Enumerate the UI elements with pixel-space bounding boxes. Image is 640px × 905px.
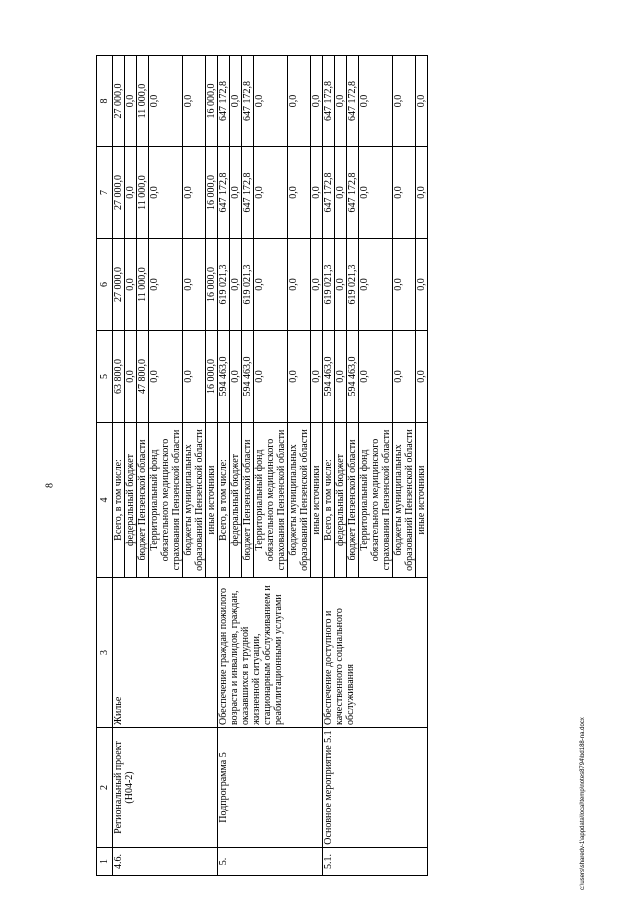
funding-source: иные источники <box>206 423 218 578</box>
program-title: Обеспечение граждан пожилого возраста и инвалидов, граждан, оказавшихся в трудной жизненной ситуации, стационарным обслуживанием и реабилитационными услугами <box>218 578 323 728</box>
funding-source: Всего, в том числе: <box>113 423 125 578</box>
amount-cell: 647 172,8 <box>242 147 254 239</box>
amount-cell: 0,0 <box>288 331 311 423</box>
funding-source: Территориальный фонд обязательного медицинского страхования Пензенской области <box>149 423 183 578</box>
amount-cell: 0,0 <box>288 239 311 331</box>
amount-cell: 0,0 <box>149 147 183 239</box>
amount-cell: 0,0 <box>311 331 323 423</box>
amount-cell: 0,0 <box>149 331 183 423</box>
funding-source: федеральный бюджет <box>125 423 137 578</box>
rotated-table-wrapper <box>96 56 616 876</box>
table-row <box>323 56 335 876</box>
amount-cell: 619 021,3 <box>218 239 230 331</box>
column-number: 5 <box>97 331 113 423</box>
amount-cell: 0,0 <box>288 147 311 239</box>
funding-source: иные источники <box>416 423 428 578</box>
amount-cell: 0,0 <box>230 239 242 331</box>
amount-cell: 0,0 <box>416 331 428 423</box>
amount-cell: 647 172,8 <box>218 147 230 239</box>
amount-cell: 0,0 <box>230 56 242 147</box>
funding-source: бюджеты муниципальных образований Пензенской области <box>183 423 206 578</box>
amount-cell: 27 000,0 <box>113 147 125 239</box>
amount-cell: 0,0 <box>254 239 288 331</box>
amount-cell: 0,0 <box>359 56 393 147</box>
amount-cell: 16 000,0 <box>206 56 218 147</box>
amount-cell: 647 172,8 <box>347 56 359 147</box>
funding-source: федеральный бюджет <box>230 423 242 578</box>
amount-cell: 0,0 <box>359 147 393 239</box>
amount-cell: 0,0 <box>125 147 137 239</box>
program-title: Жилье <box>113 578 218 728</box>
amount-cell: 0,0 <box>254 56 288 147</box>
amount-cell: 594 463,0 <box>242 331 254 423</box>
amount-cell: 0,0 <box>125 56 137 147</box>
amount-cell: 0,0 <box>359 331 393 423</box>
amount-cell: 647 172,8 <box>347 147 359 239</box>
amount-cell: 16 000,0 <box>206 331 218 423</box>
column-number-row <box>97 56 113 876</box>
amount-cell: 619 021,3 <box>347 239 359 331</box>
column-number: 4 <box>97 423 113 578</box>
column-number: 8 <box>97 56 113 147</box>
amount-cell: 0,0 <box>183 147 206 239</box>
amount-cell: 0,0 <box>311 239 323 331</box>
funding-source: Всего, в том числе: <box>218 423 230 578</box>
budget-table <box>96 55 428 876</box>
amount-cell: 0,0 <box>311 147 323 239</box>
amount-cell: 11 000,0 <box>137 239 149 331</box>
funding-source: иные источники <box>311 423 323 578</box>
funding-source: Всего, в том числе: <box>323 423 335 578</box>
row-number: 5.1. <box>323 848 428 876</box>
amount-cell: 647 172,8 <box>218 56 230 147</box>
funding-source: Территориальный фонд обязательного медицинского страхования Пензенской области <box>254 423 288 578</box>
amount-cell: 0,0 <box>416 147 428 239</box>
amount-cell: 594 463,0 <box>323 331 335 423</box>
amount-cell: 27 000,0 <box>113 56 125 147</box>
amount-cell: 0,0 <box>230 331 242 423</box>
amount-cell: 619 021,3 <box>242 239 254 331</box>
amount-cell: 16 000,0 <box>206 147 218 239</box>
table-row <box>113 56 125 876</box>
amount-cell: 0,0 <box>335 239 347 331</box>
amount-cell: 594 463,0 <box>218 331 230 423</box>
amount-cell: 0,0 <box>183 239 206 331</box>
page-number: 8 <box>44 483 56 488</box>
amount-cell: 11 000,0 <box>137 147 149 239</box>
table-body <box>113 56 428 876</box>
footer-file-path: c:\users\sharedv-1\appdata\local\temp\notes8794\bd188-na.docx <box>580 717 586 890</box>
amount-cell: 0,0 <box>335 331 347 423</box>
amount-cell: 0,0 <box>335 56 347 147</box>
amount-cell: 0,0 <box>230 147 242 239</box>
program-name: Подпрограмма 5 <box>218 728 323 848</box>
amount-cell: 0,0 <box>125 331 137 423</box>
amount-cell: 0,0 <box>393 239 416 331</box>
amount-cell: 0,0 <box>149 56 183 147</box>
amount-cell: 63 800,0 <box>113 331 125 423</box>
row-number: 5. <box>218 848 323 876</box>
funding-source: бюджеты муниципальных образований Пензенской области <box>288 423 311 578</box>
amount-cell: 0,0 <box>254 331 288 423</box>
column-number: 2 <box>97 728 113 848</box>
funding-source: бюджеты муниципальных образований Пензенской области <box>393 423 416 578</box>
column-number: 1 <box>97 848 113 876</box>
amount-cell: 0,0 <box>183 331 206 423</box>
funding-source: федеральный бюджет <box>335 423 347 578</box>
amount-cell: 0,0 <box>311 56 323 147</box>
amount-cell: 647 172,8 <box>242 56 254 147</box>
row-number: 4.6. <box>113 848 218 876</box>
amount-cell: 0,0 <box>359 239 393 331</box>
amount-cell: 11 000,0 <box>137 56 149 147</box>
amount-cell: 647 172,8 <box>323 56 335 147</box>
amount-cell: 594 463,0 <box>347 331 359 423</box>
amount-cell: 0,0 <box>335 147 347 239</box>
table-row <box>218 56 230 876</box>
amount-cell: 0,0 <box>254 147 288 239</box>
amount-cell: 0,0 <box>125 239 137 331</box>
amount-cell: 0,0 <box>416 239 428 331</box>
program-name: Региональный проект (Н04-2) <box>113 728 218 848</box>
column-number: 7 <box>97 147 113 239</box>
amount-cell: 16 000,0 <box>206 239 218 331</box>
amount-cell: 0,0 <box>416 56 428 147</box>
column-number: 3 <box>97 578 113 728</box>
column-number: 6 <box>97 239 113 331</box>
funding-source: бюджет Пензенской области <box>242 423 254 578</box>
amount-cell: 0,0 <box>288 56 311 147</box>
funding-source: бюджет Пензенской области <box>347 423 359 578</box>
amount-cell: 0,0 <box>393 331 416 423</box>
funding-source: бюджет Пензенской области <box>137 423 149 578</box>
amount-cell: 619 021,3 <box>323 239 335 331</box>
amount-cell: 647 172,8 <box>323 147 335 239</box>
funding-source: Территориальный фонд обязательного медицинского страхования Пензенской области <box>359 423 393 578</box>
amount-cell: 0,0 <box>393 56 416 147</box>
amount-cell: 0,0 <box>393 147 416 239</box>
amount-cell: 27 000,0 <box>113 239 125 331</box>
amount-cell: 47 800,0 <box>137 331 149 423</box>
program-name: Основное мероприятие 5.1 <box>323 728 428 848</box>
amount-cell: 0,0 <box>183 56 206 147</box>
amount-cell: 0,0 <box>149 239 183 331</box>
program-title: Обеспечение доступного и качественного социального обслуживания <box>323 578 428 728</box>
